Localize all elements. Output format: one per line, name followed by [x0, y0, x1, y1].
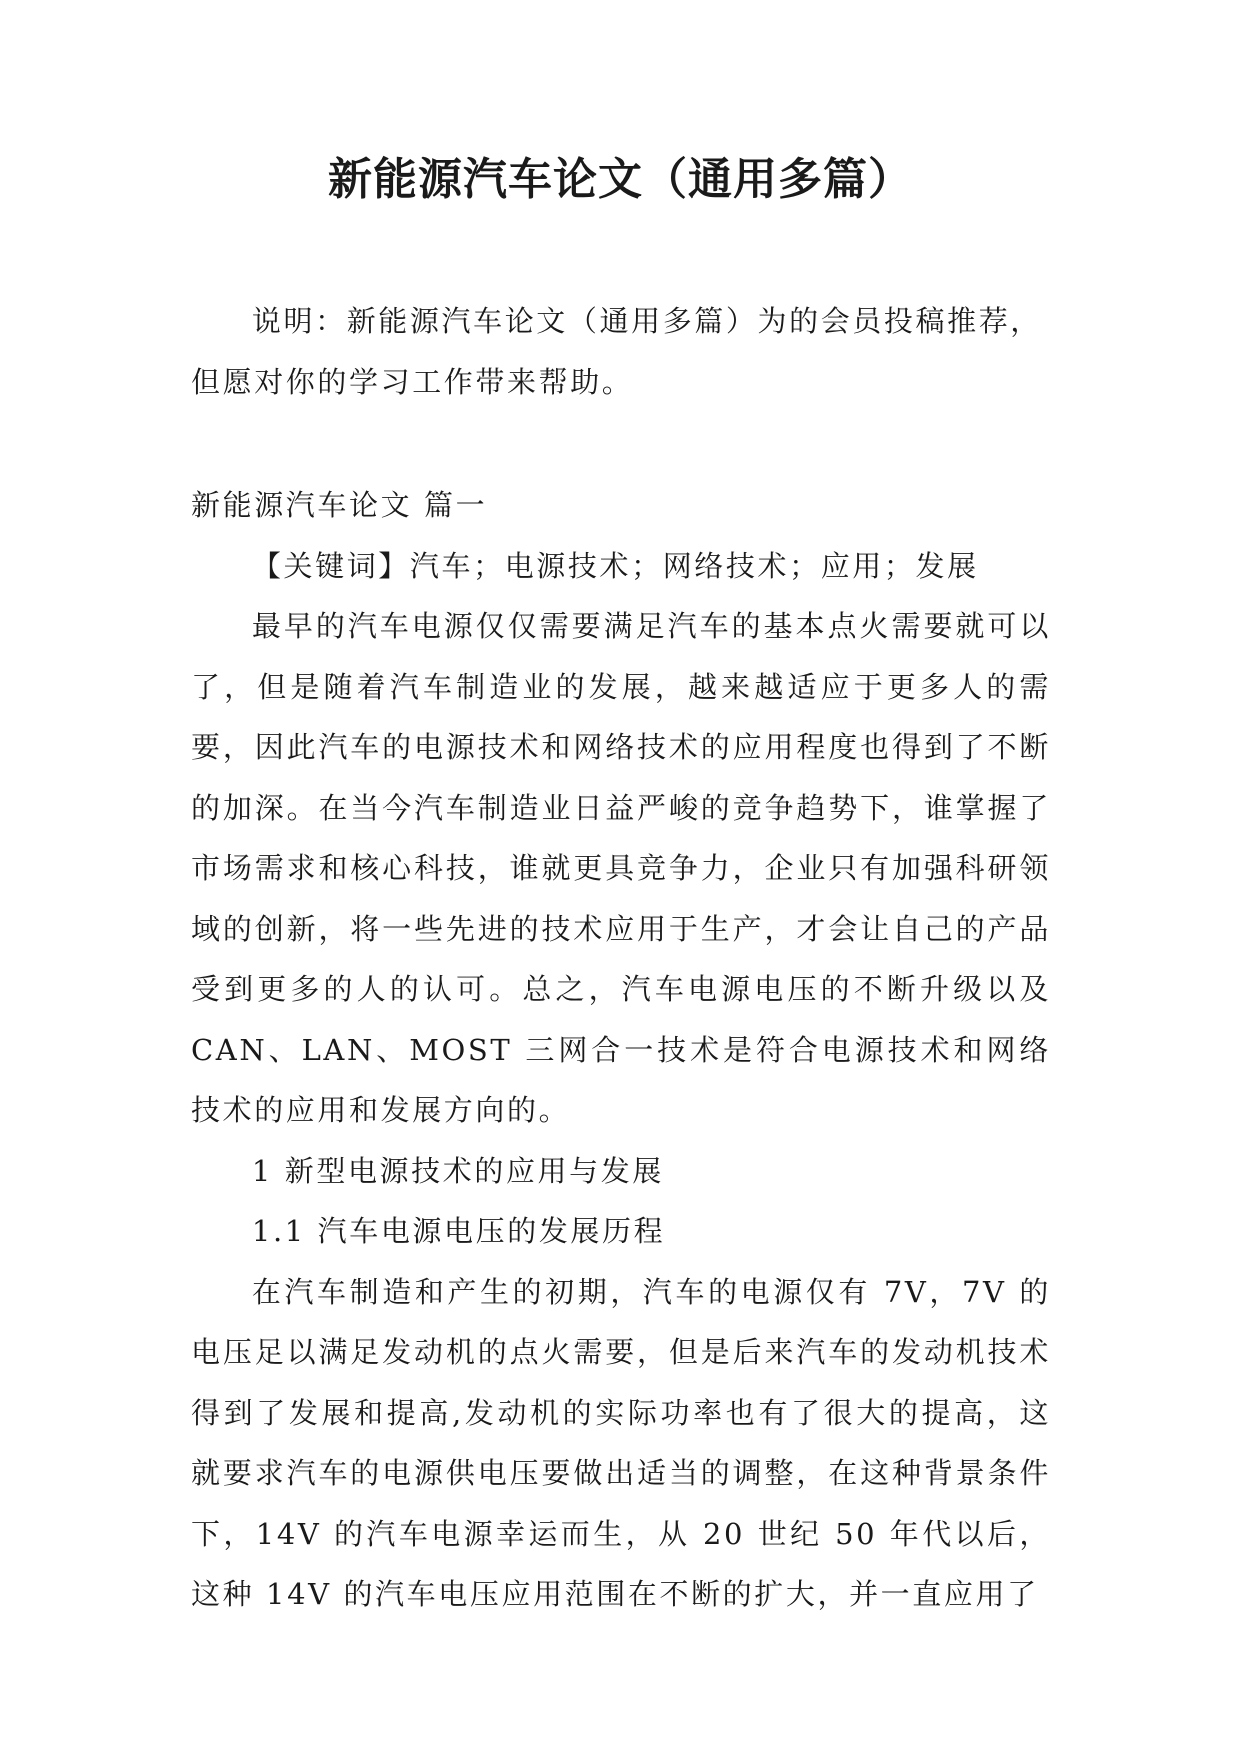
- note-line-2: 但愿对你的学习工作带来帮助。: [191, 364, 634, 399]
- paragraph-voltage-history: 在汽车制造和产生的初期，汽车的电源仅有 7V，7V 的电压足以满足发动机的点火需要，但是后来汽车的发动机技术得到了发展和提高,发动机的实际功率也有了很大的提高，这就要求汽车的电源供电压要做出适当的调整，在这种背景条件下，14V 的汽车电源幸运而生，从 20 世纪 50 年代以后，这种 14V 的汽车电压应用范围在不断的扩大，并一直应用了: [191, 1274, 1051, 1611]
- heading-level-2: 1.1 汽车电源电压的发展历程: [251, 1214, 666, 1248]
- document-title: 新能源汽车论文（通用多篇）: [328, 154, 913, 205]
- document-body: [191, 291, 1051, 1625]
- section-heading: 新能源汽车论文 篇一: [191, 488, 488, 522]
- heading-level-1: 1 新型电源技术的应用与发展: [251, 1153, 664, 1188]
- note-line-1: 说明：新能源汽车论文（通用多篇）为的会员投稿推荐，: [251, 304, 1042, 338]
- keywords-line: 【关键词】汽车；电源技术；网络技术；应用；发展: [251, 548, 979, 583]
- spacer: [191, 412, 1051, 475]
- paragraph-intro: 最早的汽车电源仅仅需要满足汽车的基本点火需要就可以了，但是随着汽车制造业的发展，越来越适应于更多人的需要，因此汽车的电源技术和网络技术的应用程度也得到了不断的加深。在当今汽车制造业日益严峻的竞争趋势下，谁掌握了市场需求和核心科技，谁就更具竞争力，企业只有加强科研领域的创新，将一些先进的技术应用于生产，才会让自己的产品受到更多的人的认可。总之，汽车电源电压的不断升级以及 CAN、LAN、MOST 三网合一技术是符合电源技术和网络技术的应用和发展方向的。: [191, 609, 1051, 1127]
